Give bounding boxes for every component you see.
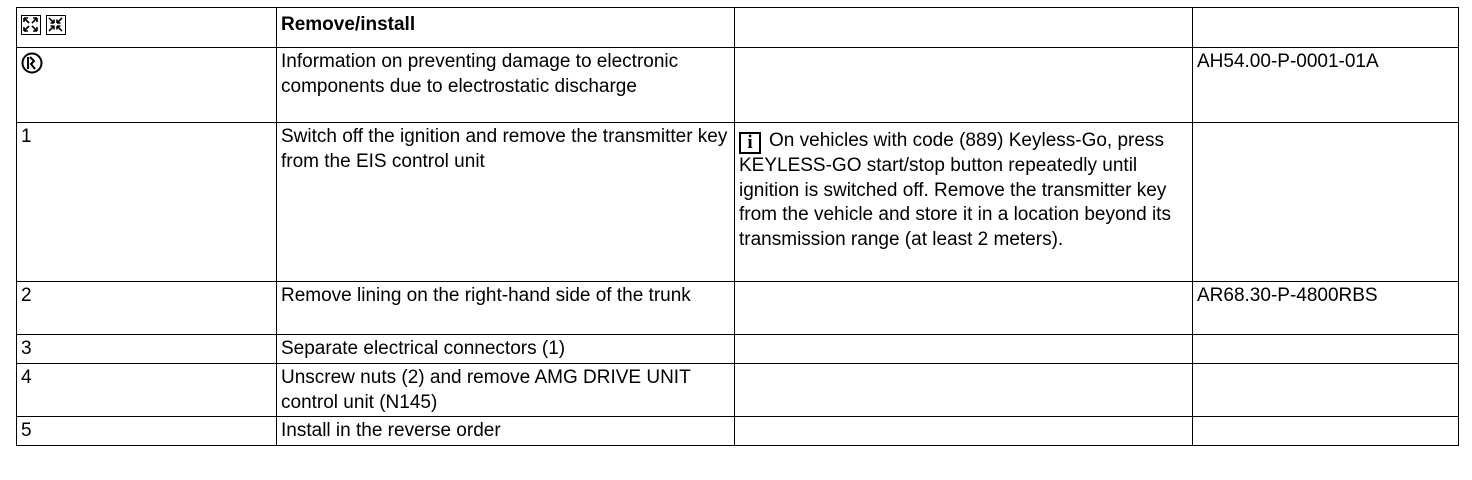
step-number: 2 — [17, 282, 277, 335]
instruction-cell: Information on preventing damage to electronic components due to electrostatic discharge — [277, 48, 735, 123]
note-cell — [735, 335, 1193, 364]
step-number: 4 — [17, 364, 277, 417]
reference-link[interactable]: AR68.30-P-4800RBS — [1193, 282, 1459, 335]
table-row — [17, 364, 1459, 417]
reference-cell — [1193, 123, 1459, 282]
step-cell — [17, 48, 277, 123]
instruction-cell: Switch off the ignition and remove the transmitter key from the EIS control unit — [277, 123, 735, 282]
info-icon: i — [739, 132, 761, 154]
note-cell — [735, 282, 1193, 335]
table-row — [17, 335, 1459, 364]
reference-cell — [1193, 335, 1459, 364]
procedure-table — [16, 7, 1459, 446]
instruction-cell: Remove lining on the right-hand side of the trunk — [277, 282, 735, 335]
reference-link[interactable]: AH54.00-P-0001-01A — [1193, 48, 1459, 123]
instruction-cell: Unscrew nuts (2) and remove AMG DRIVE UNIT control unit (N145) — [277, 364, 735, 417]
page-title: Remove/install — [277, 8, 735, 48]
table-row — [17, 48, 1459, 123]
step-number: 5 — [17, 417, 277, 446]
header-icons-cell — [17, 8, 277, 48]
note-text: On vehicles with code (889) Keyless-Go, press KEYLESS-GO start/stop button repeatedly until ignition is switched off. Remove the transmitter key from the vehicle and store it in a location beyond its transmission range (at least 2 meters). — [739, 130, 1171, 250]
instruction-cell: Separate electrical connectors (1) — [277, 335, 735, 364]
header-empty-cell — [735, 8, 1193, 48]
note-cell — [735, 48, 1193, 123]
step-number: 3 — [17, 335, 277, 364]
table-row — [17, 417, 1459, 446]
instruction-cell: Install in the reverse order — [277, 417, 735, 446]
note-cell — [735, 123, 1193, 282]
esd-warning-icon — [21, 52, 43, 74]
reference-cell — [1193, 417, 1459, 446]
header-row — [17, 8, 1459, 48]
expand-icon[interactable] — [21, 15, 41, 35]
collapse-icon[interactable] — [46, 15, 66, 35]
table-row — [17, 123, 1459, 282]
note-cell — [735, 364, 1193, 417]
reference-cell — [1193, 364, 1459, 417]
step-number: 1 — [17, 123, 277, 282]
note-cell — [735, 417, 1193, 446]
table-row — [17, 282, 1459, 335]
header-empty-cell — [1193, 8, 1459, 48]
